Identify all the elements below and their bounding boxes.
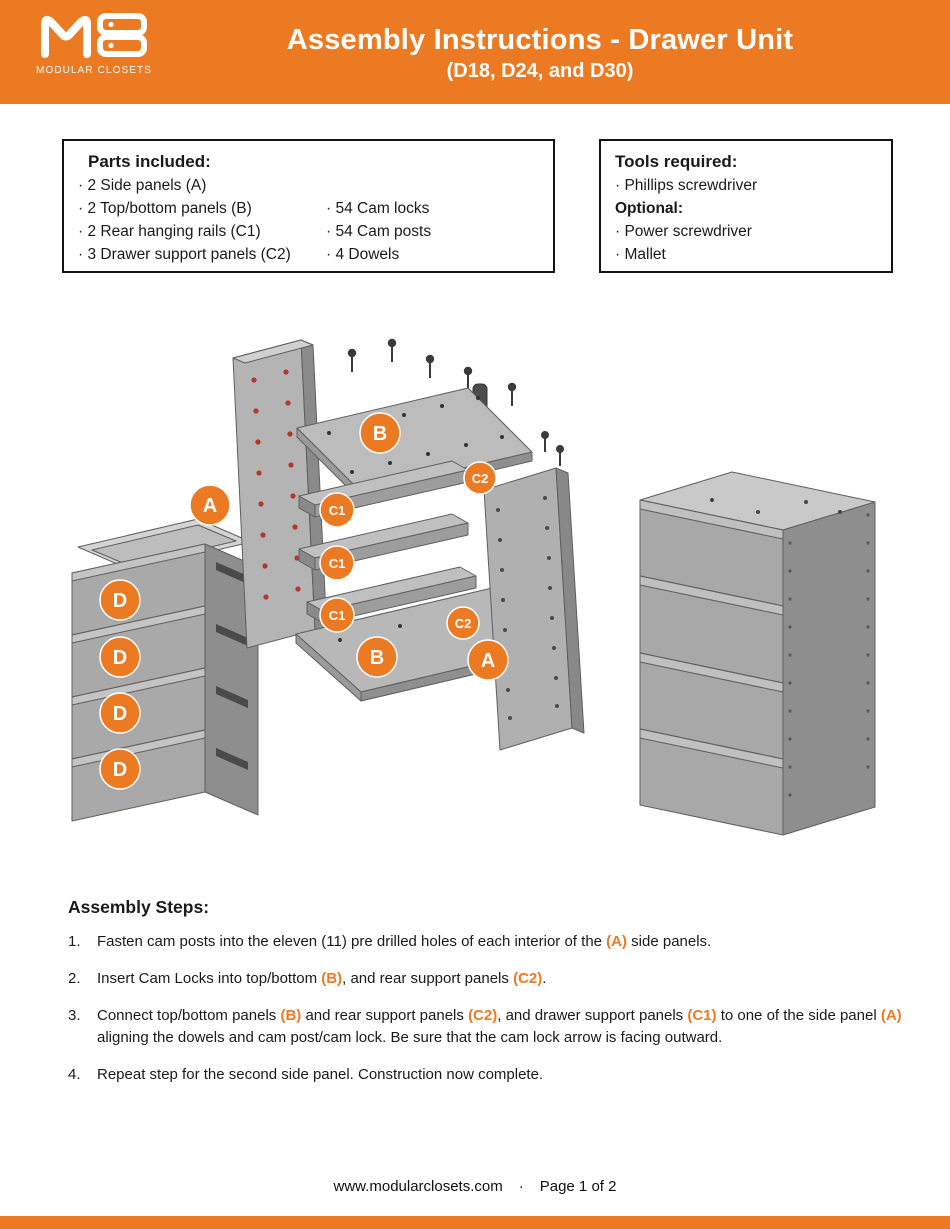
page-title: Assembly Instructions - Drawer Unit: [286, 24, 794, 56]
tools-item: · Phillips screwdriver: [615, 174, 877, 197]
step-text: [97, 1005, 910, 1049]
svg-text:B: B: [369, 647, 385, 669]
footer-page-number: Page 1 of 2: [539, 1178, 617, 1195]
step-text: [97, 1064, 910, 1086]
svg-text:C1: C1: [328, 608, 346, 623]
parts-item: · 3 Drawer support panels (C2): [78, 243, 326, 266]
parts-included-box: [62, 139, 555, 273]
part-label-d: [100, 749, 140, 789]
part-ref: (B): [321, 970, 343, 987]
part-ref: (C1): [687, 1007, 717, 1024]
parts-item: · 4 Dowels: [326, 243, 431, 266]
parts-item: · 2 Rear hanging rails (C1): [78, 220, 326, 243]
parts-item: · 2 Side panels (A): [78, 174, 326, 197]
step-text-segment: .: [542, 970, 547, 987]
svg-text:D: D: [112, 703, 128, 725]
tools-optional-title: Optional:: [615, 200, 684, 217]
svg-text:D: D: [112, 647, 128, 669]
step-item: [68, 931, 910, 953]
part-label-d: [100, 580, 140, 620]
tools-box-title: Tools required:: [615, 152, 738, 171]
part-label-b: [357, 637, 397, 677]
part-label-c2: [464, 462, 496, 494]
diagram-canvas: [0, 300, 950, 880]
assembly-steps-section: [68, 897, 910, 1101]
side-panel-a-exploded-right: [484, 468, 584, 750]
svg-text:B: B: [372, 423, 388, 445]
logo-wordmark: MODULAR CLOSETS: [36, 65, 152, 76]
step-text-segment: Insert Cam Locks into top/bottom: [97, 970, 322, 987]
steps-title: Assembly Steps:: [68, 897, 210, 917]
part-label-c1: [320, 493, 354, 527]
step-text: [97, 968, 910, 990]
parts-column-right: [326, 174, 431, 266]
svg-text:C1: C1: [328, 503, 346, 518]
header-banner: [0, 0, 950, 104]
part-ref: (C2): [468, 1007, 498, 1024]
page-subtitle: (D18, D24, and D30): [446, 60, 634, 82]
tools-required-box: [599, 139, 893, 273]
tools-item: · Power screwdriver: [615, 220, 877, 243]
svg-text:C2: C2: [454, 616, 472, 631]
part-label-b: [360, 413, 400, 453]
footer-url: www.modularclosets.com: [333, 1178, 503, 1195]
step-text-segment: and rear support panels: [301, 1007, 469, 1024]
steps-list: [68, 931, 910, 1086]
step-text-segment: to one of the side panel: [716, 1007, 881, 1024]
header-titles: [130, 0, 950, 83]
part-label-d: [100, 637, 140, 677]
svg-text:A: A: [202, 495, 218, 517]
tools-item: · Mallet: [615, 243, 877, 266]
part-label-c1: [320, 546, 354, 580]
step-number: 1.: [68, 933, 81, 950]
footer: [0, 1178, 950, 1195]
svg-text:D: D: [112, 759, 128, 781]
step-text-segment: side panels.: [627, 933, 712, 950]
parts-item: · 54 Cam posts: [326, 220, 431, 243]
part-ref: (A): [880, 1007, 902, 1024]
step-text: [97, 931, 910, 953]
parts-item: · 2 Top/bottom panels (B): [78, 197, 326, 220]
parts-item: · 54 Cam locks: [326, 197, 431, 220]
exploded-assembly-diagram: [0, 300, 950, 880]
part-ref: (A): [606, 933, 627, 950]
step-text-segment: aligning the dowels and cam post/cam lock. Be sure that the cam lock arrow is facing outward.: [97, 1029, 723, 1046]
part-label-d: [100, 693, 140, 733]
footer-accent-bar: [0, 1216, 950, 1229]
svg-text:C2: C2: [471, 471, 489, 486]
part-label-a: [190, 485, 230, 525]
step-item: [68, 1005, 910, 1049]
assembled-unit: [640, 472, 875, 835]
part-label-c2: [447, 607, 479, 639]
step-text-segment: Repeat step for the second side panel. Construction now complete.: [97, 1066, 544, 1083]
parts-column-left: [78, 174, 326, 266]
step-text-segment: , and drawer support panels: [497, 1007, 688, 1024]
parts-box-title: Parts included:: [88, 152, 211, 171]
step-text-segment: Fasten cam posts into the eleven (11) pre drilled holes of each interior of the: [97, 933, 607, 950]
svg-text:D: D: [112, 590, 128, 612]
step-text-segment: , and rear support panels: [342, 970, 514, 987]
part-label-c1: [320, 598, 354, 632]
step-number: 3.: [68, 1007, 81, 1024]
drawer-stack-exploded: [72, 519, 258, 821]
part-ref: (B): [280, 1007, 302, 1024]
footer-separator: ·: [518, 1178, 524, 1195]
step-item: [68, 1064, 910, 1086]
parts-columns: [78, 174, 539, 266]
svg-text:C1: C1: [328, 556, 346, 571]
step-text-segment: Connect top/bottom panels: [97, 1007, 281, 1024]
step-number: 4.: [68, 1066, 81, 1083]
part-ref: (C2): [513, 970, 543, 987]
part-label-a: [468, 640, 508, 680]
svg-text:A: A: [480, 650, 496, 672]
step-item: [68, 968, 910, 990]
step-number: 2.: [68, 970, 81, 987]
